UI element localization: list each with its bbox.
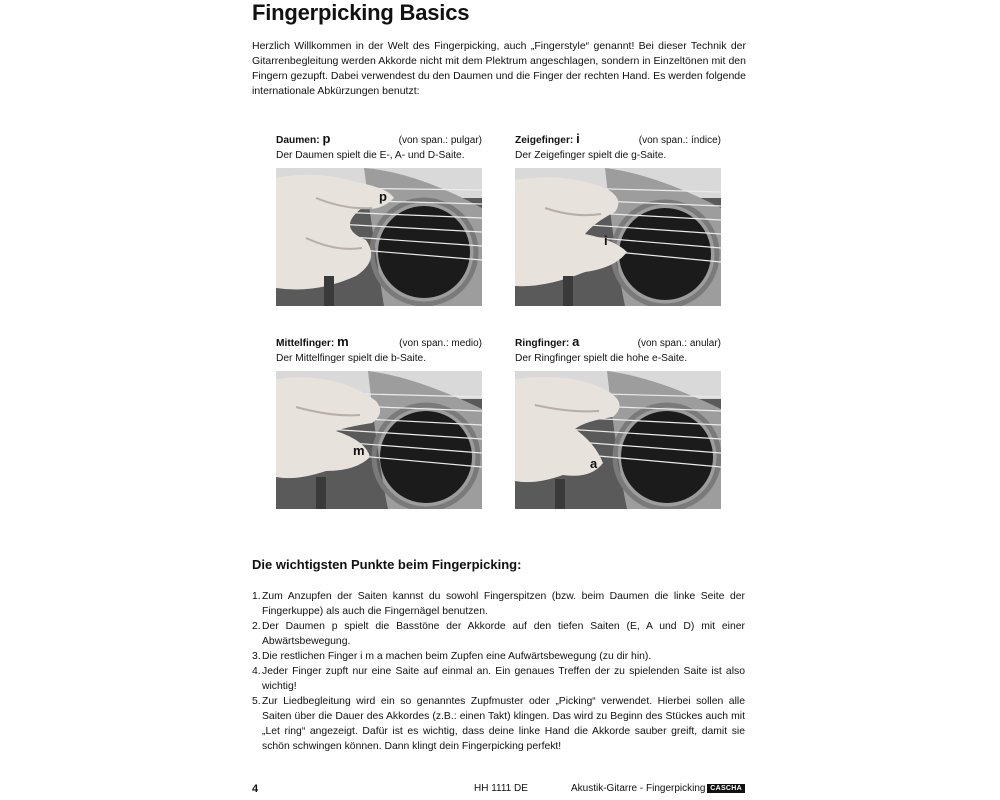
finger-label-i: i (604, 233, 608, 248)
finger-name: Zeigefinger: (515, 135, 574, 146)
page-title: Fingerpicking Basics (252, 0, 470, 25)
list-text: Jeder Finger zupft nur eine Saite auf einmal an. Ein genaues Treffen der zu spielenden Saite ist also wichtig! (262, 666, 745, 692)
page-footer (252, 783, 745, 797)
finger-letter: m (337, 334, 349, 349)
list-item (252, 619, 745, 649)
list-number: 5. (252, 696, 261, 707)
finger-origin: (von span.: índice) (638, 135, 721, 146)
list-number: 1. (252, 591, 261, 602)
finger-name: Daumen: (276, 135, 320, 146)
list-text: Zum Anzupfen der Saiten kannst du sowohl Fingerspitzen (bzw. beim Daumen die linke Seite der Fingerkuppe) als auch die Fingernägel benutzen. (262, 591, 745, 617)
publisher-logo: CASCHA (707, 784, 745, 793)
list-item (252, 589, 745, 619)
finger-origin: (von span.: medio) (399, 338, 482, 349)
finger-description: Der Mittelfinger spielt die b-Saite. (276, 353, 427, 364)
list-text: Zur Liedbegleitung wird ein so genanntes Zupfmuster oder „Picking“ verwendet. Hierbei sollen alle Saiten über die Dauer des Akkordes (z.B.: einen Takt) klingen. Das wird zu Beginn des Stückes auch mit „Let ring“ angezeigt. Dafür ist es wichtig, dass deine linke Hand die Akkorde sauber greift, damit sie schön schwingen können. Dann klingt dein Fingerpicking perfekt! (262, 696, 745, 752)
finger-description: Der Ringfinger spielt die hohe e-Saite. (515, 353, 688, 364)
list-number: 2. (252, 621, 261, 632)
book-title: Akustik-Gitarre - Fingerpicking (571, 783, 706, 794)
finger-name: Mittelfinger: (276, 338, 335, 349)
finger-label-m: m (353, 443, 365, 458)
middle-photo (276, 371, 482, 509)
list-item (252, 649, 745, 664)
finger-block-index (515, 131, 721, 248)
thumb-photo (276, 168, 482, 306)
finger-label-p: p (379, 189, 387, 204)
finger-letter: p (322, 131, 331, 146)
list-number: 3. (252, 651, 261, 662)
finger-letter: i (576, 131, 580, 146)
points-list (252, 589, 745, 754)
list-item (252, 664, 745, 694)
finger-block-ring (515, 334, 721, 471)
finger-name: Ringfinger: (515, 338, 570, 349)
finger-block-middle (276, 334, 482, 458)
points-heading: Die wichtigsten Punkte beim Fingerpicking: (252, 557, 522, 572)
finger-letter: a (572, 334, 580, 349)
finger-origin: (von span.: pulgar) (398, 135, 482, 146)
finger-description: Der Daumen spielt die E-, A- und D-Saite. (276, 150, 465, 161)
index-photo (515, 168, 721, 306)
list-item (252, 694, 745, 754)
list-number: 4. (252, 666, 261, 677)
finger-description: Der Zeigefinger spielt die g-Saite. (515, 150, 667, 161)
intro-paragraph: Herzlich Willkommen in der Welt des Fingerpicking, auch „Fingerstyle“ genannt! Bei dieser Technik der Gitarrenbegleitung werden Akkorde nicht mit dem Plektrum angeschlagen, sondern in Einzeltönen mit den Fingern gezupft. Dabei verwendest du den Daumen und die Finger der rechten Hand. Es werden folgende internationale Abkürzungen benutzt: (252, 40, 746, 97)
finger-label-a: a (590, 456, 598, 471)
order-code: HH 1111 DE (474, 783, 528, 794)
finger-block-thumb (276, 131, 482, 204)
list-text: Die restlichen Finger i m a machen beim Zupfen eine Aufwärtsbewegung (zu dir hin). (262, 651, 652, 662)
finger-origin: (von span.: anular) (637, 338, 721, 349)
list-text: Der Daumen p spielt die Basstöne der Akkorde auf den tiefen Saiten (E, A und D) mit einer Abwärtsbewegung. (262, 621, 745, 647)
page-number: 4 (252, 783, 259, 795)
ring-photo (515, 371, 721, 509)
